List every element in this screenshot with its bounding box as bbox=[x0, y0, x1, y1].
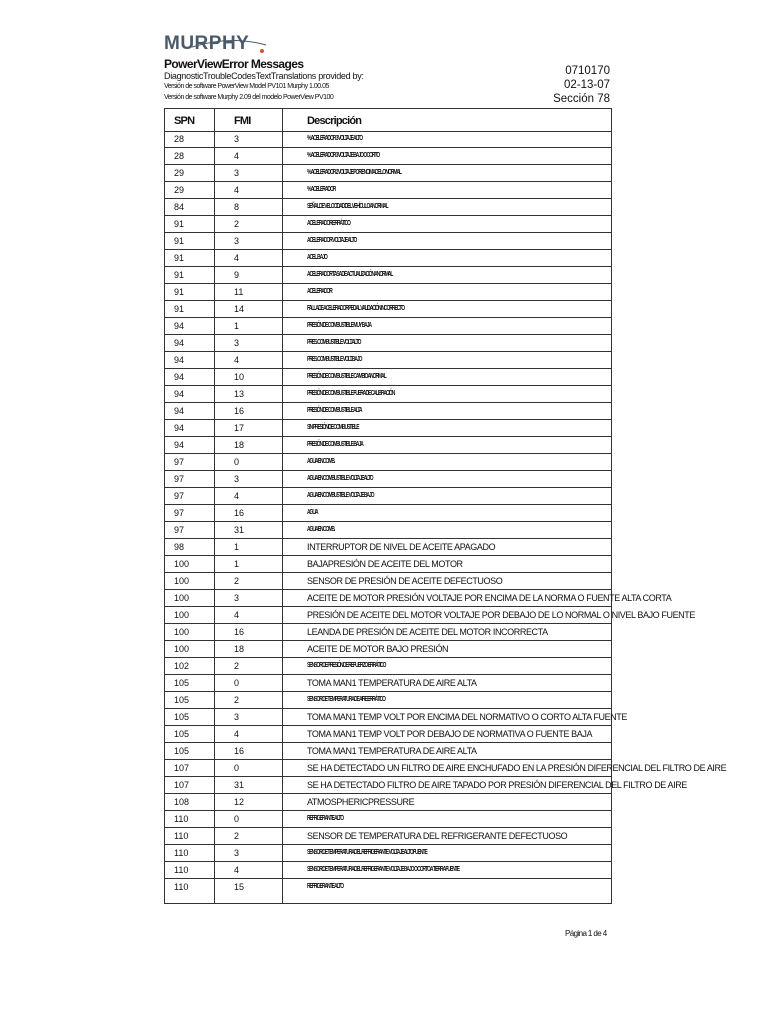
spn-cell: 105 bbox=[174, 746, 190, 756]
fmi-cell: 3 bbox=[234, 474, 240, 484]
table-row bbox=[165, 505, 611, 522]
spn-cell: 110 bbox=[174, 882, 189, 892]
description-cell: ATMOSPHERICPRESSURE bbox=[307, 797, 415, 807]
spn-cell: 105 bbox=[174, 695, 190, 705]
table-row bbox=[165, 335, 611, 352]
table-row bbox=[165, 488, 611, 505]
table-row bbox=[165, 692, 611, 709]
description-cell: PRESIÓN DE ACEITE DEL MOTOR VOLTAJE POR DEBAJO DE LO NORMAL O NIVEL BAJO FUENTE bbox=[307, 610, 695, 620]
table-row bbox=[165, 641, 611, 658]
fmi-cell: 16 bbox=[234, 746, 245, 756]
spn-cell: 91 bbox=[174, 304, 185, 314]
spn-cell: 28 bbox=[174, 151, 185, 161]
fmi-cell: 3 bbox=[234, 168, 240, 178]
fmi-cell: 4 bbox=[234, 151, 240, 161]
table-row bbox=[165, 709, 627, 726]
doc-number: 0710170 bbox=[565, 65, 610, 77]
table-row bbox=[165, 811, 611, 828]
description-cell: TOMA MAN1 TEMP VOLT POR DEBAJO DE NORMATIVA O FUENTE BAJA bbox=[307, 729, 593, 739]
spn-cell: 110 bbox=[174, 814, 189, 824]
description-cell: BAJAPRESIÓN DE ACEITE DEL MOTOR bbox=[307, 559, 463, 569]
spn-cell: 105 bbox=[174, 729, 190, 739]
description-cell: TOMA MAN1 TEMP VOLT POR ENCIMA DEL NORMATIVO O CORTO ALTA FUENTE bbox=[307, 712, 627, 722]
error-code-table bbox=[164, 108, 727, 904]
spn-cell: 100 bbox=[174, 627, 190, 637]
logo-swoosh-icon bbox=[190, 39, 270, 55]
table-row bbox=[165, 522, 611, 539]
description-cell: TOMA MAN1 TEMPERATURA DE AIRE ALTA bbox=[307, 746, 477, 756]
table-row bbox=[165, 658, 611, 675]
spn-cell: 94 bbox=[174, 389, 185, 399]
description-cell: AGUA EN COMB. bbox=[307, 526, 335, 533]
table-row bbox=[165, 233, 611, 250]
fmi-cell: 2 bbox=[234, 831, 240, 841]
description-cell: % ACELERADOR 3 VOLTAJE ALTO bbox=[307, 135, 363, 142]
fmi-cell: 2 bbox=[234, 576, 240, 586]
description-cell: AGUA EN COMBUSTIBLE VOLTAJE ALTO bbox=[307, 475, 373, 482]
description-cell: ACELERADOR VOLTAJE ALTO bbox=[307, 237, 357, 244]
fmi-cell: 4 bbox=[234, 253, 240, 263]
fmi-cell: 2 bbox=[234, 661, 240, 671]
fmi-cell: 12 bbox=[234, 797, 245, 807]
spn-cell: 29 bbox=[174, 185, 185, 195]
spn-cell: 107 bbox=[174, 763, 190, 773]
document-info bbox=[553, 64, 610, 106]
spn-cell: 94 bbox=[174, 423, 185, 433]
description-cell: LEANDA DE PRESIÓN DE ACEITE DEL MOTOR INCORRECTA bbox=[307, 627, 548, 637]
fmi-cell: 3 bbox=[234, 712, 240, 722]
fmi-cell: 1 bbox=[234, 321, 240, 331]
table-row bbox=[165, 131, 611, 148]
header-spn: SPN bbox=[174, 115, 195, 127]
spn-cell: 91 bbox=[174, 219, 185, 229]
description-cell: % ACELERADOR 2 VOLTAJE POR ENCIMA DE LO NORMAL bbox=[307, 169, 402, 176]
table-row bbox=[165, 420, 611, 437]
table-row bbox=[165, 539, 611, 556]
fmi-cell: 16 bbox=[234, 406, 245, 416]
fmi-cell: 9 bbox=[234, 270, 240, 280]
description-cell: AGUA EN COMB. bbox=[307, 458, 335, 465]
spn-cell: 105 bbox=[174, 712, 190, 722]
description-cell: PRESIÓN DE COMBUSTIBLE ALTA bbox=[307, 407, 362, 414]
logo-text: MURPHY bbox=[164, 33, 250, 54]
table-row bbox=[165, 624, 611, 641]
table-row bbox=[165, 743, 611, 760]
fmi-cell: 2 bbox=[234, 219, 240, 229]
fmi-cell: 4 bbox=[234, 729, 240, 739]
table-row bbox=[165, 760, 727, 777]
spn-cell: 100 bbox=[174, 576, 190, 586]
table-row bbox=[165, 301, 611, 318]
spn-cell: 29 bbox=[174, 168, 185, 178]
table-row bbox=[165, 845, 611, 862]
description-cell: SENSOR DE TEMPERATURA DE AIRE ERRÁTICO bbox=[307, 696, 386, 703]
fmi-cell: 4 bbox=[234, 185, 240, 195]
description-cell: SEÑAL DE VELOCIDAD DEL VEHÍCULO ANORMAL bbox=[307, 203, 388, 210]
description-cell: SENSOR DE PRESIÓN DE ACEITE DEFECTUOSO bbox=[307, 576, 503, 586]
fmi-cell: 3 bbox=[234, 236, 240, 246]
spn-cell: 97 bbox=[174, 474, 185, 484]
spn-cell: 110 bbox=[174, 848, 189, 858]
description-cell: ACEITE DE MOTOR BAJO PRESIÓN bbox=[307, 644, 449, 654]
spn-cell: 107 bbox=[174, 780, 190, 790]
fmi-cell: 11 bbox=[234, 287, 244, 297]
fmi-cell: 2 bbox=[234, 695, 240, 705]
description-cell: AGUA bbox=[307, 509, 318, 516]
description-cell: REFRIGERANTE ALTO bbox=[307, 883, 344, 890]
document-title: PowerViewError Messages bbox=[164, 57, 304, 71]
header-description: Descripción bbox=[307, 115, 362, 127]
description-cell: % ACELERADOR 3 VOLTAJE BAJO O CORTO bbox=[307, 152, 380, 159]
description-cell: ACEL. BAJO bbox=[307, 254, 327, 261]
description-cell: INTERRUPTOR DE NIVEL DE ACEITE APAGADO bbox=[307, 542, 496, 552]
table-row bbox=[165, 437, 611, 454]
description-cell: SE HA DETECTADO UN FILTRO DE AIRE ENCHUFADO EN LA PRESIÓN DIFERENCIAL DEL FILTRO DE AIRE bbox=[307, 763, 727, 773]
description-cell: SENSOR DE TEMPERATURA DEL REFRIGERANTE VOLTAJE ALTO FUENTE bbox=[307, 849, 427, 856]
table-row bbox=[165, 403, 611, 420]
description-cell: PRES. COMBUSTIBLE VOLT. BAJO bbox=[307, 356, 362, 363]
description-cell: PRESIÓN DE COMBUSTIBLE BAJA bbox=[307, 441, 363, 448]
table-row bbox=[165, 318, 611, 335]
description-cell: ACEITE DE MOTOR PRESIÓN VOLTAJE POR ENCIMA DE LA NORMA O FUENTE ALTA CORTA bbox=[307, 593, 672, 603]
fmi-cell: 3 bbox=[234, 848, 240, 858]
table-row bbox=[165, 726, 611, 743]
table-body bbox=[165, 131, 727, 896]
page-number: Página 1 de 4 bbox=[565, 929, 607, 938]
doc-section: Sección 78 bbox=[553, 93, 610, 105]
fmi-cell: 4 bbox=[234, 865, 240, 875]
fmi-cell: 16 bbox=[234, 508, 245, 518]
fmi-cell: 3 bbox=[234, 593, 240, 603]
fmi-cell: 4 bbox=[234, 491, 240, 501]
fmi-cell: 31 bbox=[234, 780, 245, 790]
table-row bbox=[165, 386, 611, 403]
fmi-cell: 3 bbox=[234, 338, 240, 348]
table-row bbox=[165, 182, 611, 199]
table-row bbox=[165, 879, 611, 896]
table-row bbox=[165, 250, 611, 267]
fmi-cell: 8 bbox=[234, 202, 240, 212]
fmi-cell: 0 bbox=[234, 457, 240, 467]
spn-cell: 105 bbox=[174, 678, 190, 688]
fmi-cell: 13 bbox=[234, 389, 245, 399]
doc-date: 02-13-07 bbox=[563, 79, 610, 91]
description-cell: AGUA EN COMBUSTIBLE VOLTAJE BAJO bbox=[307, 492, 374, 499]
fmi-cell: 14 bbox=[234, 304, 245, 314]
spn-cell: 94 bbox=[174, 440, 185, 450]
spn-cell: 97 bbox=[174, 508, 185, 518]
table-row bbox=[165, 148, 611, 165]
description-cell: % ACELERADOR bbox=[307, 186, 336, 193]
table-row bbox=[165, 284, 611, 301]
header-fmi: FMI bbox=[234, 115, 251, 127]
spn-cell: 91 bbox=[174, 236, 185, 246]
description-cell: ACELERADOR ERRÁTICO bbox=[307, 220, 350, 227]
description-cell: REFRIGERANTE ALTO bbox=[307, 815, 344, 822]
description-cell: SIN PRESIÓN DE COMBUSTIBLE bbox=[307, 424, 359, 431]
description-cell: ACELERADOR bbox=[307, 288, 332, 295]
description-cell: SE HA DETECTADO FILTRO DE AIRE TAPADO POR PRESIÓN DIFERENCIAL DEL FILTRO DE AIRE bbox=[307, 780, 687, 790]
spn-cell: 100 bbox=[174, 644, 190, 654]
spn-cell: 108 bbox=[174, 797, 190, 807]
fmi-cell: 1 bbox=[234, 559, 240, 569]
table-row bbox=[165, 216, 611, 233]
table-row bbox=[165, 267, 611, 284]
table-row bbox=[165, 352, 611, 369]
subtitle-line-3: Versión de software Murphy 2.09 del modelo PowerView PV100 bbox=[164, 94, 334, 101]
table-row bbox=[165, 573, 611, 590]
fmi-cell: 4 bbox=[234, 610, 240, 620]
description-cell: PRESIÓN DE COMBUSTIBLE CAMBIO ANORMAL bbox=[307, 373, 386, 380]
description-cell: SENSOR DE PRESIÓN DE REFUERZO ERRÁTICO bbox=[307, 662, 386, 669]
spn-cell: 91 bbox=[174, 253, 185, 263]
description-cell: SENSOR DE TEMPERATURA DEL REFRIGERANTE VOLTAJE BAJO O CORTO A TIERRA FUENTE bbox=[307, 866, 460, 873]
table-row bbox=[165, 471, 611, 488]
table-row bbox=[165, 165, 611, 182]
spn-cell: 91 bbox=[174, 270, 185, 280]
spn-cell: 100 bbox=[174, 593, 190, 603]
fmi-cell: 15 bbox=[234, 882, 245, 892]
spn-cell: 100 bbox=[174, 559, 190, 569]
fmi-cell: 17 bbox=[234, 423, 245, 433]
fmi-cell: 1 bbox=[234, 542, 240, 552]
table-row bbox=[165, 828, 611, 845]
description-cell: PRES. COMBUSTIBLE VOLT. ALTO bbox=[307, 339, 361, 346]
spn-cell: 91 bbox=[174, 287, 185, 297]
fmi-cell: 0 bbox=[234, 814, 240, 824]
spn-cell: 97 bbox=[174, 457, 185, 467]
spn-cell: 94 bbox=[174, 406, 185, 416]
spn-cell: 102 bbox=[174, 661, 190, 671]
spn-cell: 94 bbox=[174, 372, 185, 382]
subtitle-line-1: DiagnosticTroubleCodesTextTranslations provided by: bbox=[164, 71, 364, 81]
fmi-cell: 16 bbox=[234, 627, 245, 637]
spn-cell: 110 bbox=[174, 831, 189, 841]
fmi-cell: 18 bbox=[234, 440, 245, 450]
fmi-cell: 0 bbox=[234, 678, 240, 688]
spn-cell: 97 bbox=[174, 525, 185, 535]
fmi-cell: 3 bbox=[234, 134, 240, 144]
fmi-cell: 31 bbox=[234, 525, 245, 535]
table-row bbox=[165, 862, 611, 879]
table-row bbox=[165, 607, 695, 624]
spn-cell: 100 bbox=[174, 610, 190, 620]
spn-cell: 94 bbox=[174, 321, 185, 331]
description-cell: FALLA DE ACELERADOR PEDAL VALIDACIÓN INCORRECTO bbox=[307, 305, 405, 312]
fmi-cell: 4 bbox=[234, 355, 240, 365]
table-row bbox=[165, 369, 611, 386]
spn-cell: 84 bbox=[174, 202, 185, 212]
table-row bbox=[165, 794, 611, 811]
description-cell: PRESIÓN DE COMBUSTIBLE FUERA DE CALIBRACIÓN bbox=[307, 390, 395, 397]
spn-cell: 98 bbox=[174, 542, 185, 552]
table-row bbox=[165, 556, 611, 573]
description-cell: SENSOR DE TEMPERATURA DEL REFRIGERANTE DEFECTUOSO bbox=[307, 831, 568, 841]
spn-cell: 28 bbox=[174, 134, 185, 144]
subtitle-line-2: Versión de software PowerView Model PV101 Murphy 1.00.05 bbox=[164, 83, 329, 90]
table-row bbox=[165, 777, 687, 794]
fmi-cell: 18 bbox=[234, 644, 245, 654]
spn-cell: 110 bbox=[174, 865, 189, 875]
table-row bbox=[165, 454, 611, 471]
description-cell: PRESIÓN DE COMBUSTIBLE MUY BAJA bbox=[307, 322, 372, 329]
description-cell: TOMA MAN1 TEMPERATURA DE AIRE ALTA bbox=[307, 678, 477, 688]
table-row bbox=[165, 199, 611, 216]
table-row bbox=[165, 675, 611, 692]
table-row bbox=[165, 590, 672, 607]
fmi-cell: 10 bbox=[234, 372, 245, 382]
table-header bbox=[165, 109, 611, 132]
description-cell: ACELERADOR TASA DE ACTUALIZACIÓN ANORMAL bbox=[307, 271, 393, 278]
spn-cell: 94 bbox=[174, 338, 185, 348]
fmi-cell: 0 bbox=[234, 763, 240, 773]
spn-cell: 94 bbox=[174, 355, 185, 365]
spn-cell: 97 bbox=[174, 491, 185, 501]
